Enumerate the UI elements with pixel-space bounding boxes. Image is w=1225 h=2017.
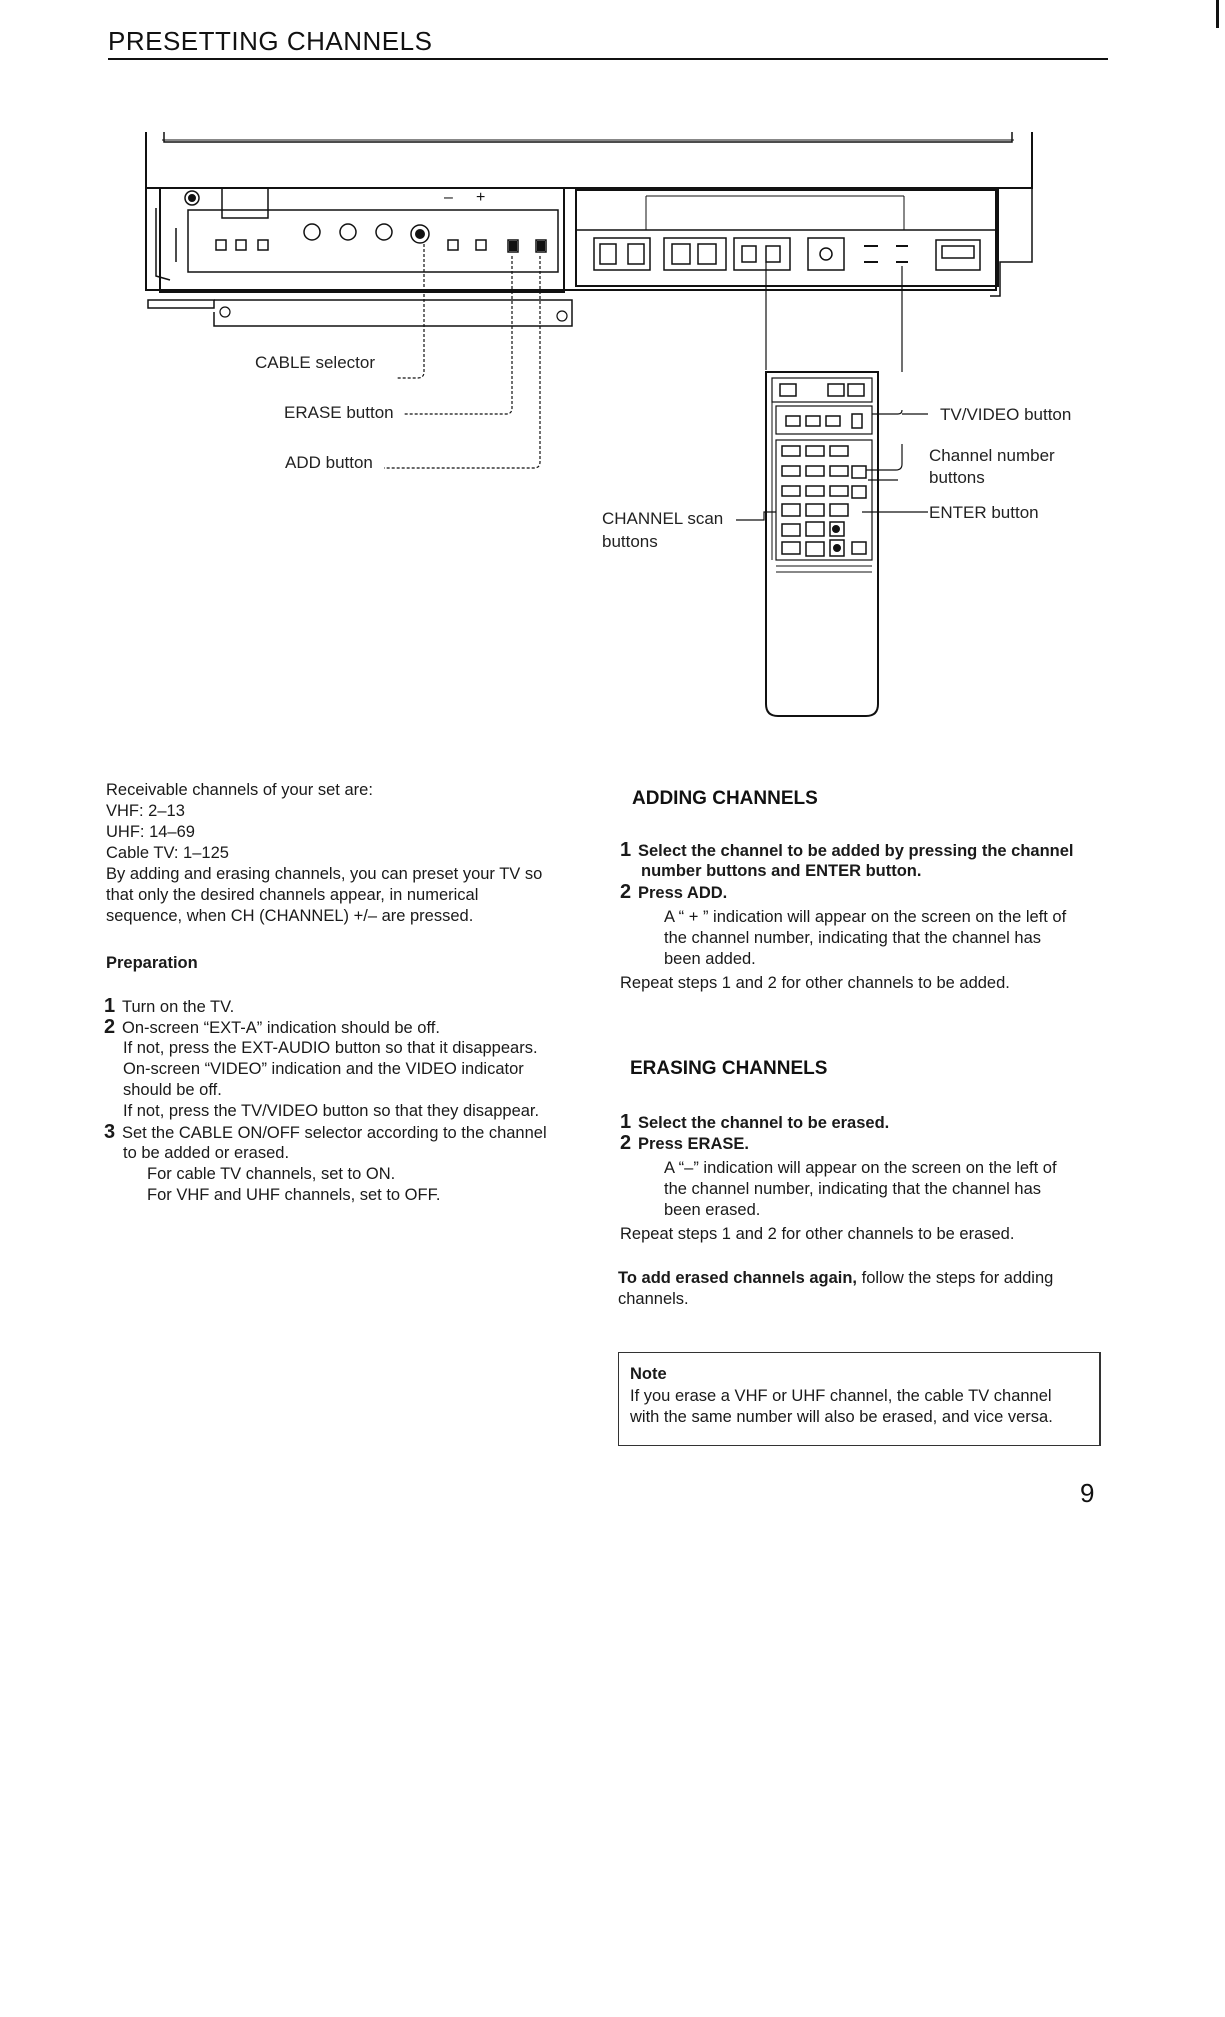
add-again-bold: To add erased channels again,: [618, 1269, 858, 1287]
intro-paragraph-line3: sequence, when CH (CHANNEL) +/– are pressed.: [106, 907, 474, 925]
add-again-rest: follow the steps for adding: [857, 1269, 1054, 1287]
callout-cable-selector: CABLE selector: [255, 353, 375, 372]
adding-step-2-line2: A “ + ” indication will appear on the screen on the left of: [664, 908, 1067, 926]
callout-erase-button: ERASE button: [284, 403, 394, 422]
panel-minus-mark: –: [444, 189, 453, 206]
erasing-step-1: [620, 1112, 889, 1134]
adding-step-2: [620, 882, 727, 904]
adding-step-1: [620, 840, 1074, 862]
erasing-step-2-line3: the channel number, indicating that the channel has: [664, 1180, 1042, 1198]
adding-step-2-line3: the channel number, indicating that the channel has: [664, 929, 1042, 947]
step-number: 1: [104, 995, 116, 1017]
step-text: Turn on the TV.: [122, 998, 235, 1016]
adding-step-2-line4: been added.: [664, 950, 756, 968]
prep-step-3-line3: For cable TV channels, set to ON.: [147, 1165, 396, 1183]
intro-paragraph-line1: By adding and erasing channels, you can preset your TV so: [106, 865, 543, 883]
step-text: Press ADD.: [638, 884, 728, 902]
step-number: 1: [620, 1111, 632, 1133]
receivable-uhf: UHF: 14–69: [106, 823, 195, 841]
prep-step-2: [104, 1017, 440, 1039]
prep-step-2-line2: If not, press the EXT-AUDIO button so that it disappears.: [123, 1039, 538, 1057]
prep-step-3: [104, 1122, 547, 1144]
note-line2: with the same number will also be erased, and vice versa.: [630, 1408, 1053, 1426]
prep-step-3-line4: For VHF and UHF channels, set to OFF.: [147, 1186, 441, 1204]
preparation-heading: Preparation: [106, 954, 198, 972]
prep-step-2-line5: If not, press the TV/VIDEO button so that they disappear.: [123, 1102, 540, 1120]
erasing-step-2: [620, 1133, 749, 1155]
callout-channel-scan-line2: buttons: [602, 532, 658, 551]
step-number: 2: [620, 881, 632, 903]
callout-add-button: ADD button: [285, 453, 373, 472]
tv-remote-diagram: [0, 0, 1225, 740]
note-title: Note: [630, 1365, 667, 1383]
callout-channel-number-line2: buttons: [929, 468, 985, 487]
adding-repeat: Repeat steps 1 and 2 for other channels to be added.: [620, 974, 1010, 992]
step-text: On-screen “EXT-A” indication should be off.: [122, 1019, 440, 1037]
step-number: 2: [620, 1132, 632, 1154]
page-title: PRESETTING CHANNELS: [108, 26, 433, 56]
erasing-step-2-line2: A “–” indication will appear on the screen on the left of: [664, 1159, 1057, 1177]
step-text: Select the channel to be added by pressing the channel: [638, 842, 1074, 860]
callout-tv-video-button: TV/VIDEO button: [940, 405, 1072, 424]
step-text: Set the CABLE ON/OFF selector according to the channel: [122, 1124, 547, 1142]
panel-plus-mark: +: [476, 189, 486, 206]
step-number: 3: [104, 1121, 116, 1143]
callout-enter-button: ENTER button: [929, 503, 1039, 522]
step-number: 2: [104, 1016, 116, 1038]
page-number: 9: [1080, 1478, 1095, 1508]
note-line1: If you erase a VHF or UHF channel, the cable TV channel: [630, 1387, 1052, 1405]
step-text: Press ERASE.: [638, 1135, 749, 1153]
callout-channel-number: Channel number: [929, 446, 1055, 465]
remote-control: [766, 372, 878, 716]
receivable-intro: Receivable channels of your set are:: [106, 781, 373, 799]
step-number: 1: [620, 839, 632, 861]
receivable-cable: Cable TV: 1–125: [106, 844, 229, 862]
prep-step-2-line4: should be off.: [123, 1081, 222, 1099]
receivable-vhf: VHF: 2–13: [106, 802, 185, 820]
erasing-channels-heading: ERASING CHANNELS: [630, 1058, 828, 1079]
adding-step-1-line2: number buttons and ENTER button.: [641, 862, 922, 880]
prep-step-3-line2: to be added or erased.: [123, 1144, 290, 1162]
prep-step-1: [104, 996, 234, 1018]
erasing-repeat: Repeat steps 1 and 2 for other channels to be erased.: [620, 1225, 1015, 1243]
erasing-step-2-line4: been erased.: [664, 1201, 761, 1219]
add-again-line1: [618, 1268, 1053, 1289]
prep-step-2-line3: On-screen “VIDEO” indication and the VIDEO indicator: [123, 1060, 524, 1078]
adding-channels-heading: ADDING CHANNELS: [632, 788, 818, 809]
step-text: Select the channel to be erased.: [638, 1114, 890, 1132]
intro-paragraph-line2: that only the desired channels appear, in numerical: [106, 886, 479, 904]
callout-channel-scan: CHANNEL scan: [602, 509, 724, 528]
add-again-line2: channels.: [618, 1290, 689, 1308]
